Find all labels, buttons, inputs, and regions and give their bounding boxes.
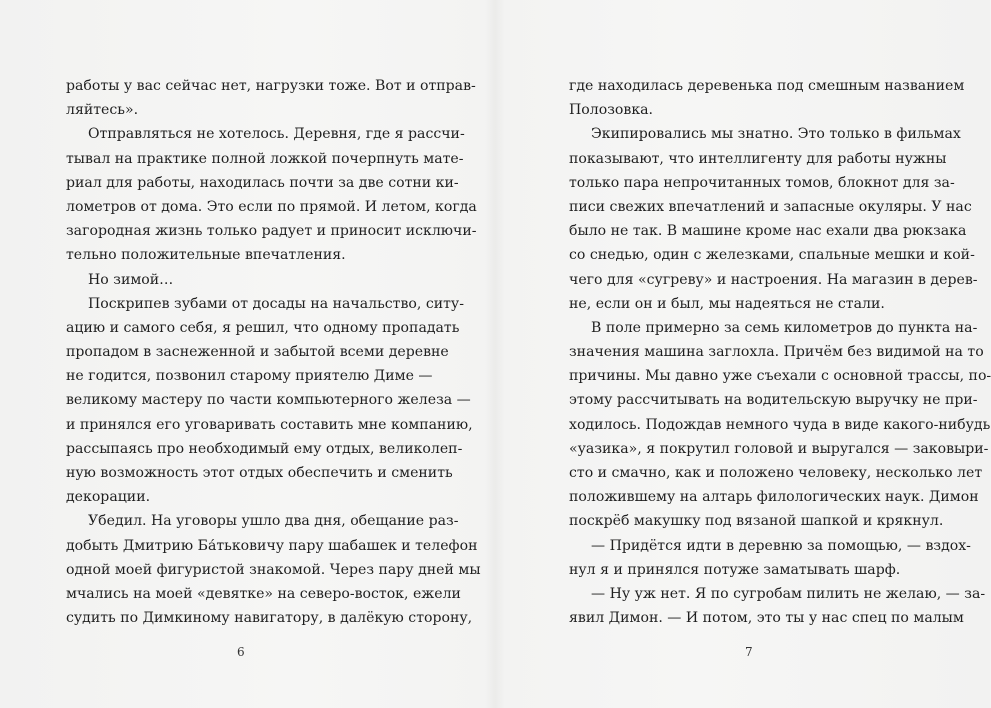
- text-line: явил Димон. — И потом, это ты у нас спец по малым: [569, 610, 964, 627]
- text-line: В поле примерно за семь километров до пункта на-: [591, 319, 978, 336]
- text-line: судить по Димкиному навигатору, в далёкую сторону,: [66, 610, 473, 627]
- text-line: где находилась деревенька под смешным названием: [569, 78, 965, 94]
- text-line: со снедью, один с железками, спальные мешки и кой-: [569, 247, 975, 264]
- text-line: ацию и самого себя, я решил, что одному пропадать: [66, 319, 460, 336]
- text-line: Полозовка.: [569, 102, 654, 119]
- text-line: писи свежих впечатлений и запасные окуляры. У нас: [569, 198, 972, 215]
- text-line: загородная жизнь только радует и приносит исключи-: [66, 223, 477, 240]
- text-line: не годится, позвонил старому приятелю Диме —: [66, 368, 433, 385]
- text-line: пропадом в заснеженной и забытой всеми деревне: [66, 344, 449, 361]
- text-line: тельно положительные впечатления.: [66, 247, 346, 264]
- text-line: работы у вас сейчас нет, нагрузки тоже. Вот и отправ-: [66, 78, 476, 94]
- page-number-right: 7: [745, 645, 753, 659]
- text-line: нул я и принялся потуже заматывать шарф.: [569, 561, 901, 578]
- text-line: декорации.: [66, 489, 151, 506]
- text-line: Но зимой…: [88, 271, 174, 288]
- text-line: добыть Дмитрию Ба́тьковичу пару шабашек и телефон: [66, 537, 478, 554]
- right-page-text: [569, 74, 991, 630]
- text-line: одной моей фигуристой знакомой. Через пару дней мы: [66, 561, 481, 578]
- text-line: лометров от дома. Это если по прямой. И летом, когда: [66, 198, 477, 215]
- text-line: причины. Мы давно уже съехали с основной трассы, по-: [569, 368, 991, 385]
- text-line: великому мастеру по части компьютерного железа —: [66, 392, 471, 409]
- text-line: ходилось. Подождав немного чуда в виде какого-нибудь: [569, 416, 991, 433]
- text-line: положившему на алтарь филологических наук. Димон: [569, 489, 979, 506]
- text-line: показывают, что интеллигенту для работы нужны: [569, 150, 947, 167]
- text-line: «уазика», я покрутил головой и выругался — заковыри-: [569, 440, 989, 457]
- text-line: ную возможность этот отдых обеспечить и сменить: [66, 465, 453, 481]
- text-line: не, если он и был, мы надеяться не стали.: [569, 295, 885, 312]
- left-page-text: [66, 74, 481, 630]
- text-line: Убедил. На уговоры ушло два дня, обещание раз-: [88, 513, 459, 530]
- text-line: риал для работы, находилась почти за две сотни ки-: [66, 174, 459, 191]
- text-line: было не так. В машине кроме нас ехали два рюкзака: [569, 223, 967, 240]
- text-line: и принялся его уговаривать составить мне компанию,: [66, 416, 473, 433]
- text-line: Поскрипев зубами от досады на начальство, ситу-: [88, 295, 464, 312]
- text-line: ляйтесь».: [66, 102, 139, 119]
- text-line: — Придётся идти в деревню за помощью, — вздох-: [591, 537, 971, 554]
- text-line: только пара непрочитанных томов, блокнот для за-: [569, 174, 955, 191]
- text-line: этому рассчитывать на водительскую выручку не при-: [569, 392, 978, 409]
- text-line: Отправляться не хотелось. Деревня, где я рассчи-: [88, 126, 465, 143]
- page-number-left: 6: [237, 645, 245, 659]
- text-line: тывал на практике полной ложкой почерпнуть мате-: [66, 150, 464, 167]
- text-line: поскрёб макушку под вязаной шапкой и крякнул.: [569, 513, 944, 530]
- text-line: сто и смачно, как и положено человеку, несколько лет: [569, 465, 983, 481]
- text-line: рассыпаясь про необходимый ему отдых, великолеп-: [66, 440, 463, 457]
- text-line: — Ну уж нет. Я по сугробам пилить не желаю, — за-: [591, 585, 986, 602]
- text-line: значения машина заглохла. Причём без видимой на то: [569, 344, 984, 361]
- text-line: чего для «сугреву» и настроения. На магазин в дерев-: [569, 271, 978, 288]
- text-line: мчались на моей «девятке» на северо-восток, ежели: [66, 585, 461, 602]
- text-line: Экипировались мы знатно. Это только в фильмах: [591, 126, 961, 143]
